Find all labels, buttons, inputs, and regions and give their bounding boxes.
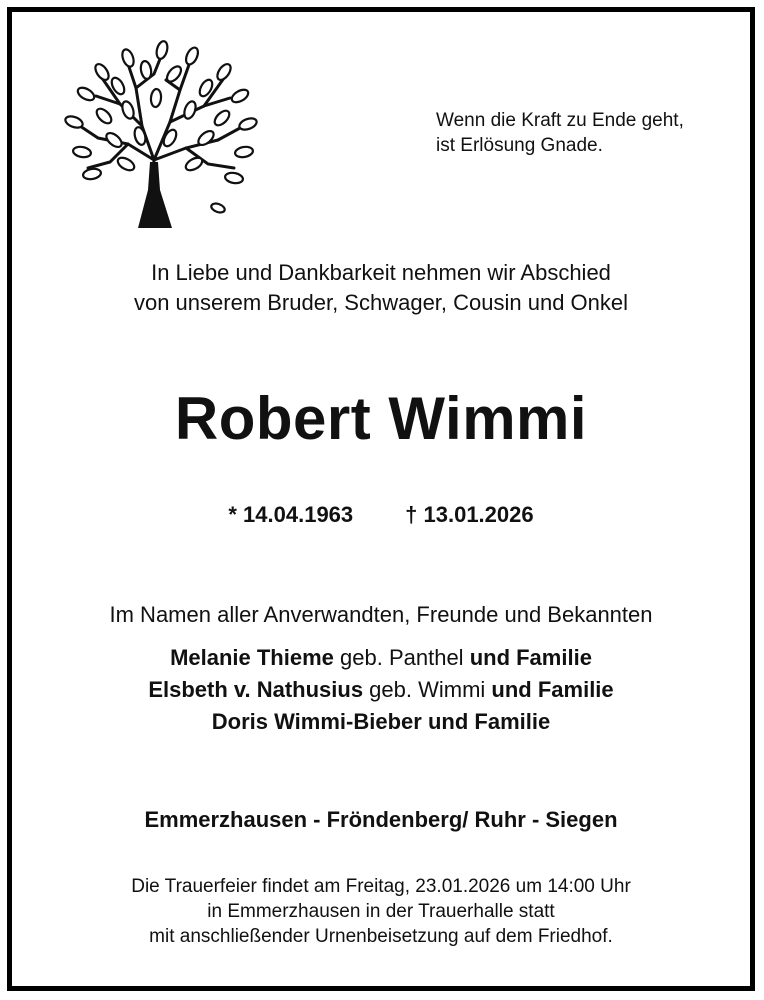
birth-date: * 14.04.1963 xyxy=(228,502,354,527)
mourner-name: Elsbeth v. Nathusius xyxy=(148,677,364,702)
deceased-name: Robert Wimmi xyxy=(174,385,588,452)
quote-line-2: ist Erlösung Gnade. xyxy=(436,135,603,156)
service-line-1: Die Trauerfeier findet am Freitag, 23.01.2026 um 14:00 Uhr xyxy=(131,876,631,897)
mourner-maiden-name: geb. Panthel xyxy=(333,645,470,670)
service-line-2: in Emmerzhausen in der Trauerhalle statt xyxy=(207,901,555,922)
mourner-maiden-name: geb. Wimmi xyxy=(363,677,492,702)
tree-icon xyxy=(58,40,258,230)
farewell-intro xyxy=(12,258,750,318)
mourner-row xyxy=(12,706,750,738)
quote-line-1: Wenn die Kraft zu Ende geht, xyxy=(436,110,684,131)
farewell-intro-line-1: In Liebe und Dankbarkeit nehmen wir Abschied xyxy=(151,260,611,285)
mourner-family: und Familie xyxy=(427,709,551,734)
quote xyxy=(436,108,684,158)
mourner-row xyxy=(12,642,750,674)
mourner-family: und Familie xyxy=(491,677,614,702)
mourner-name: Doris Wimmi-Bieber xyxy=(211,709,422,734)
death-date: † 13.01.2026 xyxy=(405,502,534,527)
mourners-list xyxy=(12,642,750,738)
mourner-row xyxy=(12,674,750,706)
places: Emmerzhausen - Fröndenberg/ Ruhr - Siegen xyxy=(144,807,618,832)
service-line-3: mit anschließender Urnenbeisetzung auf dem Friedhof. xyxy=(149,926,613,947)
farewell-intro-line-2: von unserem Bruder, Schwager, Cousin und Onkel xyxy=(133,290,629,315)
mourners-intro: Im Namen aller Anverwandten, Freunde und Bekannten xyxy=(109,602,653,627)
obituary-card xyxy=(7,7,755,991)
life-dates xyxy=(12,500,750,530)
mourner-name: Melanie Thieme xyxy=(170,645,334,670)
mourner-family: und Familie xyxy=(469,645,592,670)
service-info xyxy=(12,874,750,949)
